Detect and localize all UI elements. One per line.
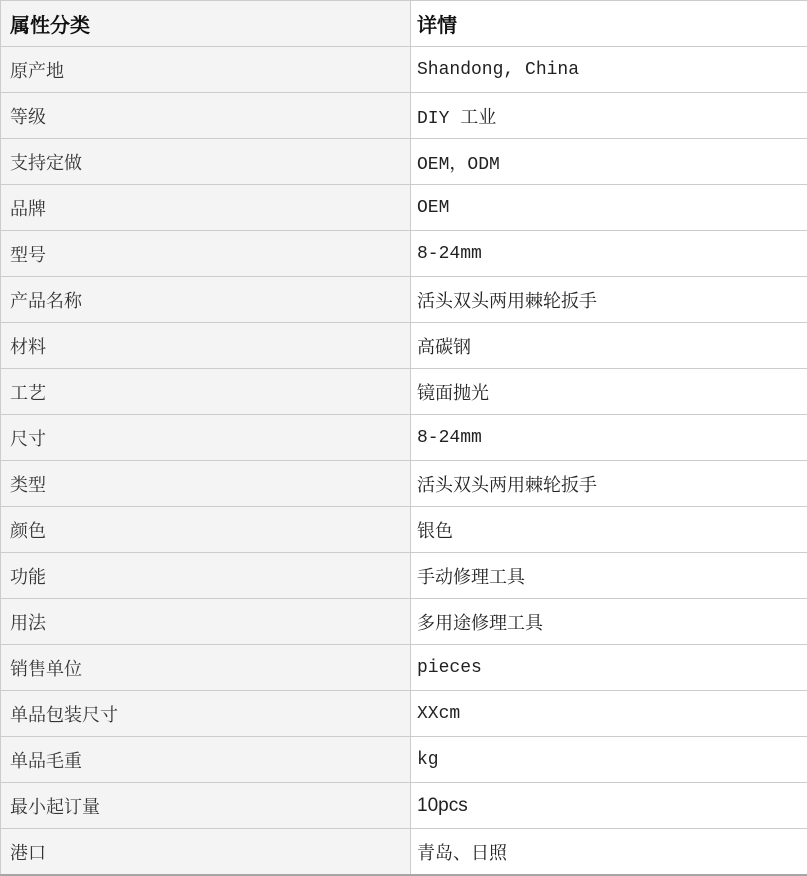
attribute-value: 高碳钢 (411, 323, 807, 369)
attribute-value: 8-24mm (411, 415, 807, 461)
attribute-label: 材料 (1, 323, 411, 369)
table-row (1, 691, 807, 737)
attribute-label: 等级 (1, 93, 411, 139)
attribute-label: 类型 (1, 461, 411, 507)
attribute-label: 用法 (1, 599, 411, 645)
attribute-value: 活头双头两用棘轮扳手 (411, 277, 807, 323)
attribute-label: 颜色 (1, 507, 411, 553)
attribute-label: 型号 (1, 231, 411, 277)
attribute-value: 银色 (411, 507, 807, 553)
table-row (1, 47, 807, 93)
table-row (1, 783, 807, 829)
table-row (1, 415, 807, 461)
detail-header: 详情 (411, 1, 807, 47)
attribute-value: DIY 工业 (411, 93, 807, 139)
attribute-value: 青岛、日照 (411, 829, 807, 876)
attribute-value: 10pcs (411, 783, 807, 829)
table-row (1, 829, 807, 876)
attribute-value: 手动修理工具 (411, 553, 807, 599)
attribute-value: OEM，ODM (411, 139, 807, 185)
attribute-value: 镜面抛光 (411, 369, 807, 415)
table-row (1, 277, 807, 323)
attribute-label: 最小起订量 (1, 783, 411, 829)
table-row (1, 369, 807, 415)
attribute-label: 工艺 (1, 369, 411, 415)
table-row (1, 553, 807, 599)
attribute-value: kg (411, 737, 807, 783)
attribute-value: pieces (411, 645, 807, 691)
attribute-value: Shandong, China (411, 47, 807, 93)
attribute-label: 单品毛重 (1, 737, 411, 783)
attribute-value: 8-24mm (411, 231, 807, 277)
table-row (1, 737, 807, 783)
attribute-label: 功能 (1, 553, 411, 599)
attribute-category-header: 属性分类 (1, 1, 411, 47)
attribute-label: 品牌 (1, 185, 411, 231)
table-row (1, 231, 807, 277)
attribute-label: 销售单位 (1, 645, 411, 691)
table-body (1, 47, 807, 876)
attribute-label: 原产地 (1, 47, 411, 93)
table-row (1, 139, 807, 185)
table-row (1, 461, 807, 507)
attribute-label: 港口 (1, 829, 411, 876)
table-row (1, 93, 807, 139)
attribute-label: 尺寸 (1, 415, 411, 461)
attribute-label: 支持定做 (1, 139, 411, 185)
table-row (1, 507, 807, 553)
header-row (1, 1, 807, 47)
attribute-value: XXcm (411, 691, 807, 737)
attribute-label: 单品包装尺寸 (1, 691, 411, 737)
table-header (1, 1, 807, 47)
attribute-value: OEM (411, 185, 807, 231)
table-row (1, 599, 807, 645)
attribute-value: 活头双头两用棘轮扳手 (411, 461, 807, 507)
table-row (1, 645, 807, 691)
table-row (1, 185, 807, 231)
attribute-label: 产品名称 (1, 277, 411, 323)
attribute-value: 多用途修理工具 (411, 599, 807, 645)
table-row (1, 323, 807, 369)
